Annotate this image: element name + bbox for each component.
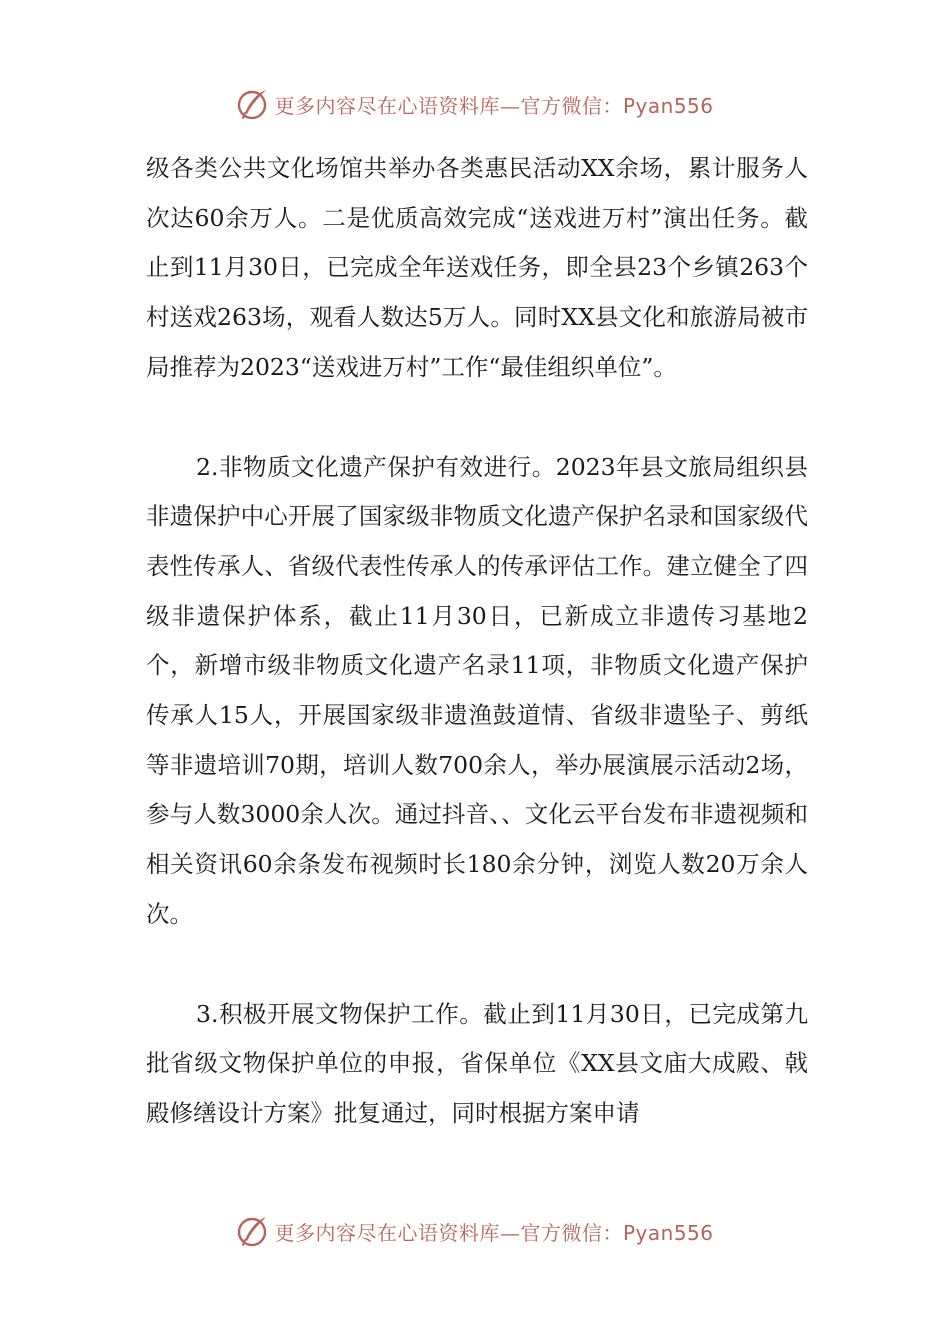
- watermark-text: 更多内容尽在心语资料库—官方微信：Pyan556: [274, 1220, 714, 1245]
- footer-watermark: [0, 1211, 950, 1251]
- paragraph-gap: [146, 940, 808, 990]
- paragraph-3: 3.积极开展文物保护工作。截止到11月30日，已完成第九批省级文物保护单位的申报，省保单位《XX县文庙大成殿、戟殿修缮设计方案》批复通过，同时根据方案申请: [146, 999, 808, 1127]
- header-watermark: [0, 84, 950, 124]
- watermark-wechat-id: Pyan556: [622, 1220, 714, 1245]
- quill-pen-circle-icon: [236, 1214, 270, 1248]
- paragraph-1: 级各类公共文化场馆共举办各类惠民活动XX余场，累计服务人次达60余万人。二是优质高效完成“送戏进万村”演出任务。截止到11月30日，已完成全年送戏任务，即全县23个乡镇263个村送戏263场，观看人数达5万人。同时XX县文化和旅游局被市局推荐为2023“送戏进万村”工作“最佳组织单位”。: [146, 154, 808, 381]
- watermark-text: 更多内容尽在心语资料库—官方微信：Pyan556: [274, 93, 714, 118]
- document-body: [146, 144, 808, 1139]
- quill-pen-circle-icon: [236, 87, 270, 121]
- paragraph-gap: [146, 393, 808, 443]
- paragraph-2: 2.非物质文化遗产保护有效进行。2023年县文旅局组织县非遗保护中心开展了国家级非物质文化遗产保护名录和国家级代表性传承人、省级代表性传承人的传承评估工作。建立健全了四级非遗保护体系，截止11月30日，已新成立非遗传习基地2个，新增市级非物质文化遗产名录11项，非物质文化遗产保护传承人15人，开展国家级非遗渔鼓道情、省级非遗坠子、剪纸等非遗培训70期，培训人数700余人，举办展演展示活动2场，参与人数3000余人次。通过抖音、、文化云平台发布非遗视频和相关资讯60余条发布视频时长180余分钟，浏览人数20万余人次。: [146, 452, 808, 928]
- watermark-wechat-id: Pyan556: [622, 93, 714, 118]
